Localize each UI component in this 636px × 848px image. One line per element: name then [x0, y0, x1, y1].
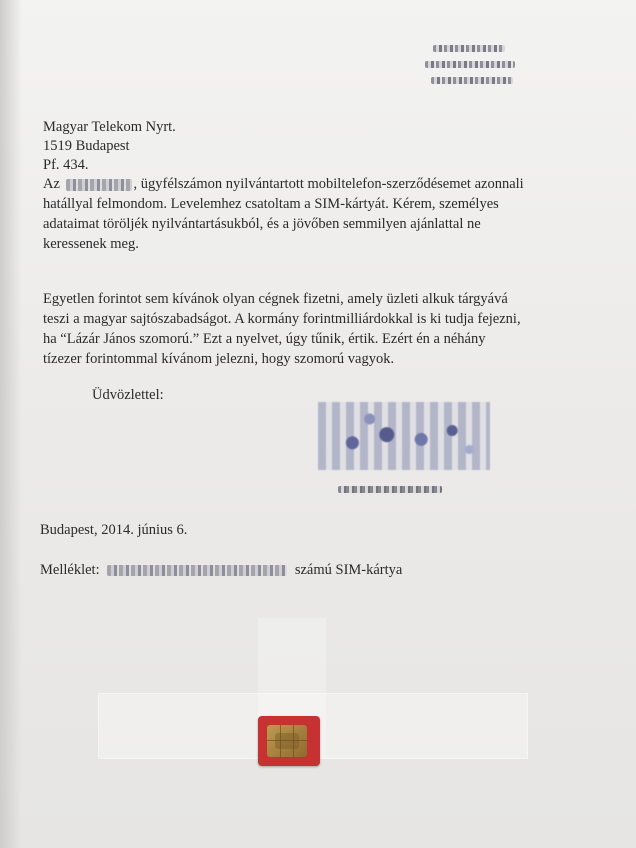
- attachment-suffix: számú SIM-kártya: [294, 562, 403, 578]
- signer-name-redacted: [338, 486, 442, 493]
- paragraph1-line4: keressenek meg.: [43, 236, 139, 252]
- sender-address-redacted: [425, 40, 515, 93]
- paragraph-prefix: Az: [43, 176, 60, 192]
- paragraph2-line1: Egyetlen forintot sem kívánok olyan cégnek fizetni, amely üzleti alkuk tárgyává: [43, 291, 508, 307]
- paper-shadow: [0, 0, 22, 848]
- recipient-name: Magyar Telekom Nyrt.: [43, 119, 176, 135]
- recipient-city: 1519 Budapest: [43, 138, 130, 154]
- paragraph1-line2: hatállyal felmondom. Levelemhez csatoltam a SIM-kártyát. Kérem, személyes: [43, 196, 499, 212]
- customer-number-redacted: [66, 179, 132, 191]
- recipient-address: [43, 117, 176, 174]
- sim-number-redacted: [107, 565, 287, 576]
- paragraph2-line2: teszi a magyar sajtószabadságot. A kormány forintmilliárdokkal is ki tudja fejezni,: [43, 311, 521, 327]
- attachment-line: [40, 560, 402, 580]
- letter-date: Budapest, 2014. június 6.: [40, 522, 188, 538]
- sim-chip-icon: [267, 725, 307, 757]
- paragraph2-line4: tízezer forintommal kívánom jelezni, hogy szomorú vagyok.: [43, 351, 395, 367]
- sim-card: [258, 716, 320, 766]
- attachment-label: Melléklet:: [40, 562, 100, 578]
- closing-greeting: Üdvözlettel:: [92, 387, 164, 403]
- paragraph-reason: [43, 289, 603, 369]
- paragraph2-line3: ha “Lázár János szomorú.” Ezt a nyelvet, úgy tűnik, értik. Ezért én a néhány: [43, 331, 486, 347]
- paragraph1-line1: ügyfélszámon nyilvántartott mobiltelefon-szerződésemet azonnali: [140, 176, 524, 192]
- signature-redacted: [318, 402, 490, 470]
- recipient-pobox: Pf. 434.: [43, 157, 89, 173]
- paragraph-termination: Az , ügyfélszámon nyilvántartott mobiltelefon-szerződésemet azonnali hatállyal felmondom. Levelemhez csatoltam a SIM-kártyát. Kérem, személyes adataimat töröljék nyilvántartásukból, és a jövőben semmilyen ajánlattal ne keressenek meg.: [43, 174, 603, 254]
- paragraph1-line3: adataimat töröljék nyilvántartásukból, és a jövőben semmilyen ajánlattal ne: [43, 216, 481, 232]
